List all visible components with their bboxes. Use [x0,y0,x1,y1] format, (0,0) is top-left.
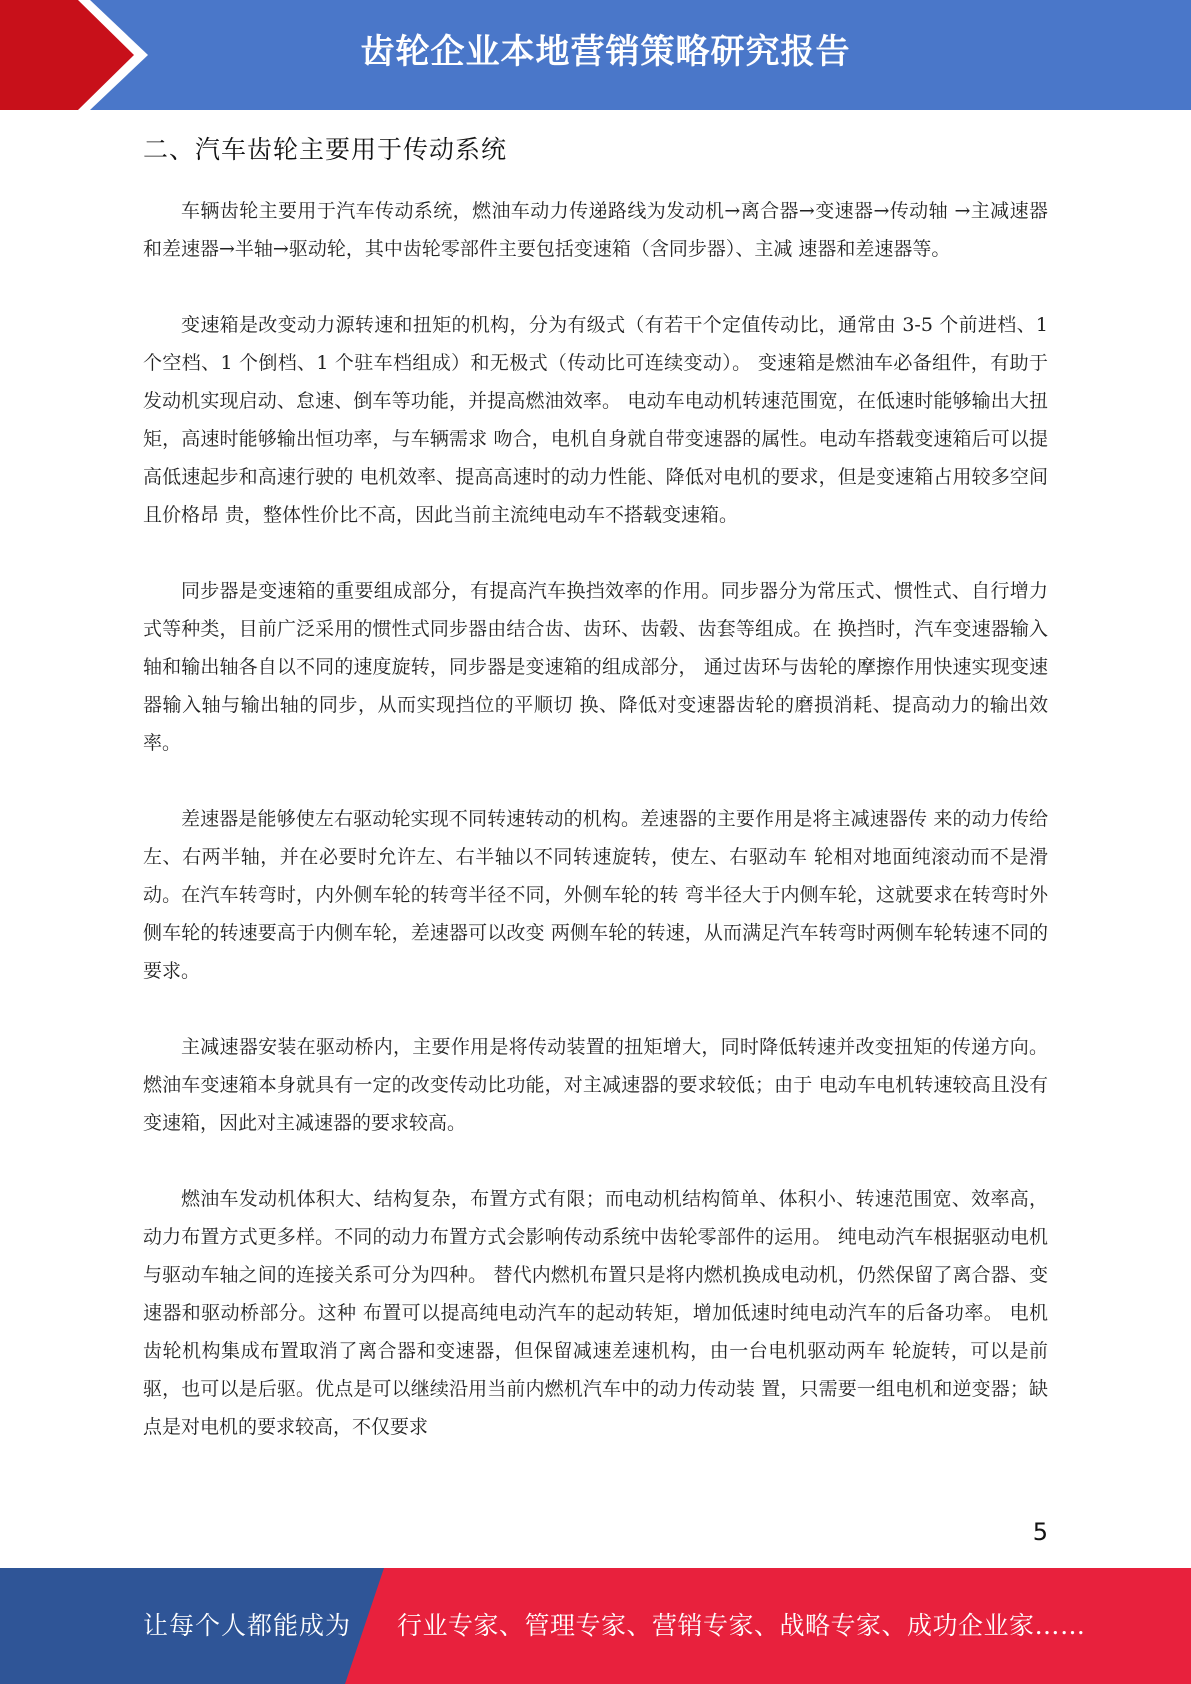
paragraph-3: 同步器是变速箱的重要组成部分，有提高汽车换挡效率的作用。同步器分为常压式、惯性式、自行增力式等种类，目前广泛采用的惯性式同步器由结合齿、齿环、齿毂、齿套等组成。在 换挡时，汽车变速器输入轴和输出轴各自以不同的速度旋转，同步器是变速箱的组成部分， 通过齿环与齿轮的摩擦作用快速实现变速器输入轴与输出轴的同步，从而实现挡位的平顺切 换、降低对变速器齿轮的磨损消耗、提高动力的输出效率。 [143,580,1048,754]
report-title: 齿轮企业本地营销策略研究报告 [360,32,851,72]
body-content [143,192,1048,1484]
footer-slogan-left: 让每个人都能成为 [143,1611,352,1640]
paragraph-6: 燃油车发动机体积大、结构复杂，布置方式有限；而电动机结构简单、体积小、转速范围宽、效率高，动力布置方式更多样。不同的动力布置方式会影响传动系统中齿轮零部件的运用。 纯电动汽车根据驱动电机与驱动车轴之间的连接关系可分为四种。 替代内燃机布置只是将内燃机换成电动机，仍然保留了离合器、变速器和驱动桥部分。这种 布置可以提高纯电动汽车的起动转矩，增加低速时纯电动汽车的后备功率。 电机齿轮机构集成布置取消了离合器和变速器，但保留减速差速机构，由一台电机驱动两车 轮旋转，可以是前驱，也可以是后驱。优点是可以继续沿用当前内燃机汽车中的动力传动装 置，只需要一组电机和逆变器；缺点是对电机的要求较高，不仅要求 [143,1188,1048,1438]
section-heading: 二、汽车齿轮主要用于传动系统 [143,135,508,164]
paragraph-2: 变速箱是改变动力源转速和扭矩的机构，分为有级式（有若干个定值传动比，通常由 3-5 个前进档、1 个空档、1 个倒档、1 个驻车档组成）和无极式（传动比可连续变动）。 变速箱是燃油车必备组件，有助于发动机实现启动、怠速、倒车等功能，并提高燃油效率。 电动车电动机转速范围宽，在低速时能够输出大扭矩，高速时能够输出恒功率，与车辆需求 吻合，电机自身就自带变速器的属性。电动车搭载变速箱后可以提高低速起步和高速行驶的 电机效率、提高高速时的动力性能、降低对电机的要求，但是变速箱占用较多空间且价格昂 贵，整体性价比不高，因此当前主流纯电动车不搭载变速箱。 [143,314,1048,526]
paragraph-5: 主减速器安装在驱动桥内，主要作用是将传动装置的扭矩增大，同时降低转速并改变扭矩的传递方向。燃油车变速箱本身就具有一定的改变传动比功能，对主减速器的要求较低；由于 电动车电机转速较高且没有变速箱，因此对主减速器的要求较高。 [143,1036,1048,1134]
footer-banner [0,1568,1191,1684]
paragraph-1: 车辆齿轮主要用于汽车传动系统，燃油车动力传递路线为发动机→离合器→变速器→传动轴 →主减速器和差速器→半轴→驱动轮，其中齿轮零部件主要包括变速箱（含同步器）、主减 速器和差速器等。 [143,200,1048,260]
header-banner [0,0,1191,110]
footer-slogan-right: 行业专家、管理专家、营销专家、战略专家、成功企业家…… [397,1611,1086,1640]
paragraph-4: 差速器是能够使左右驱动轮实现不同转速转动的机构。差速器的主要作用是将主减速器传 来的动力传给左、右两半轴，并在必要时允许左、右半轴以不同转速旋转，使左、右驱动车 轮相对地面纯滚动而不是滑动。在汽车转弯时，内外侧车轮的转弯半径不同，外侧车轮的转 弯半径大于内侧车轮，这就要求在转弯时外侧车轮的转速要高于内侧车轮，差速器可以改变 两侧车轮的转速，从而满足汽车转弯时两侧车轮转速不同的要求。 [143,808,1048,982]
page-number: 5 [1032,1518,1048,1546]
